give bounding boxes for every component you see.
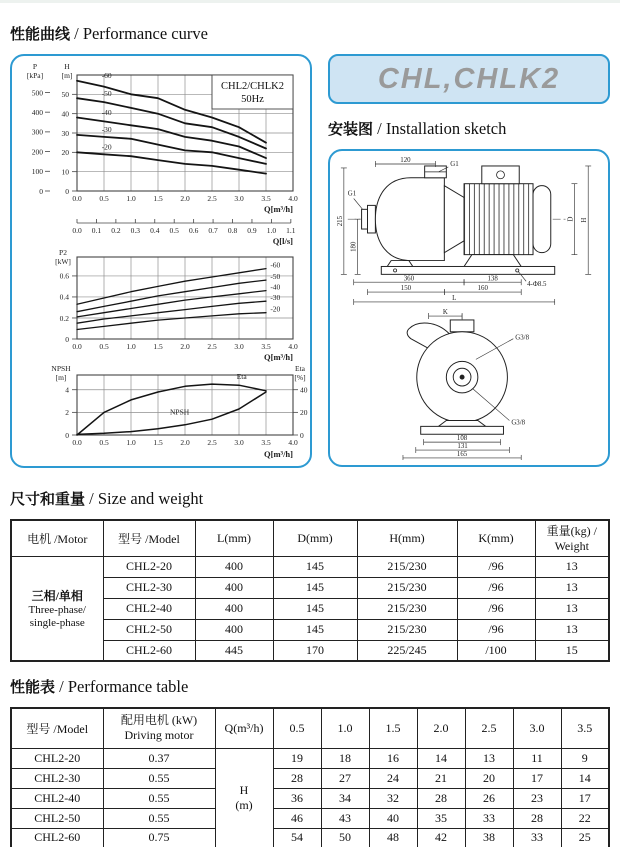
driving-motor-en: Driving motor: [124, 728, 194, 743]
svg-text:0.5: 0.5: [99, 438, 109, 447]
svg-text:0: 0: [65, 186, 69, 196]
svg-text:100: 100: [31, 167, 43, 177]
cell-D: 145: [273, 598, 357, 619]
svg-text:10: 10: [61, 167, 69, 177]
dim-label: 131: [457, 443, 468, 451]
cell-K: /100: [457, 640, 535, 661]
svg-text:3.5: 3.5: [261, 342, 271, 351]
heading-zh: 安装图: [328, 121, 374, 138]
cell-weight: 13: [535, 556, 609, 577]
cell-h: 36: [273, 788, 321, 808]
svg-text:1.0: 1.0: [126, 438, 136, 447]
lantern: [444, 186, 464, 253]
svg-text:4: 4: [65, 385, 69, 395]
cell-K: /96: [457, 598, 535, 619]
cell-H: 215/230: [357, 619, 457, 640]
svg-text:4.0: 4.0: [288, 342, 298, 351]
svg-text:0.5: 0.5: [99, 194, 109, 203]
svg-text:0.5: 0.5: [99, 342, 109, 351]
svg-text:-40: -40: [101, 107, 112, 117]
dim-label: 108: [456, 435, 468, 443]
cell-h: 25: [561, 828, 609, 847]
table-row: [11, 556, 609, 577]
heading-separator: /: [70, 24, 83, 43]
motor-type-en1: Three-phase/: [28, 604, 86, 617]
svg-text:0.6: 0.6: [59, 271, 69, 281]
cell-weight: 13: [535, 598, 609, 619]
thread-label: 4-Φ8.5: [527, 281, 547, 289]
svg-text:50Hz: 50Hz: [241, 94, 264, 105]
cell-L: 400: [195, 598, 273, 619]
heading-separator: /: [373, 119, 386, 138]
power-chart: [13, 247, 309, 363]
svg-text:3.0: 3.0: [234, 438, 244, 447]
cell-h: 33: [465, 808, 513, 828]
svg-text:0.6: 0.6: [188, 226, 199, 235]
svg-text:0: 0: [300, 430, 304, 440]
cell-h: 28: [417, 788, 465, 808]
svg-text:4.0: 4.0: [288, 438, 298, 447]
svg-text:1.1: 1.1: [286, 226, 296, 235]
dim-label: 120: [400, 157, 411, 165]
svg-text:NPSH: NPSH: [170, 407, 190, 417]
heading-en: Installation sketch: [385, 119, 507, 138]
cell-model: CHL2-20: [11, 748, 103, 768]
svg-text:300: 300: [31, 127, 43, 137]
col-header-weight: 重量(kg) / Weight: [535, 520, 609, 556]
svg-text:[%]: [%]: [294, 373, 306, 382]
table-row: [11, 748, 609, 768]
col-header-D: D(mm): [273, 520, 357, 556]
cell-D: 170: [273, 640, 357, 661]
cell-model: CHL2-40: [103, 598, 195, 619]
cell-h: 17: [513, 768, 561, 788]
page-top-divider: [0, 0, 620, 3]
cell-model: CHL2-30: [103, 577, 195, 598]
cell-model: CHL2-30: [11, 768, 103, 788]
cell-model: CHL2-50: [11, 808, 103, 828]
heading-zh: 性能表: [10, 679, 56, 696]
heading-performance-curve: [10, 23, 610, 46]
svg-text:3.5: 3.5: [261, 194, 271, 203]
svg-text:Eta: Eta: [295, 364, 305, 373]
svg-text:1.0: 1.0: [126, 194, 136, 203]
size-weight-table: [10, 519, 610, 662]
head-unit: (m): [235, 797, 253, 812]
cell-h: 38: [465, 828, 513, 847]
svg-text:NPSH: NPSH: [51, 364, 71, 373]
cell-h: 13: [465, 748, 513, 768]
cell-h: 26: [465, 788, 513, 808]
svg-text:0.4: 0.4: [59, 292, 69, 302]
col-header-motor: 电机 /Motor: [11, 520, 103, 556]
svg-text:H: H: [64, 62, 70, 71]
dim-label: 215: [336, 215, 344, 227]
cell-h: 19: [273, 748, 321, 768]
head-flow-chart: [13, 61, 309, 247]
cell-kw: 0.55: [103, 808, 215, 828]
col-header-flow: Q(m³/h): [215, 708, 273, 748]
svg-text:0.0: 0.0: [72, 194, 82, 203]
cell-h: 11: [513, 748, 561, 768]
cell-weight: 15: [535, 640, 609, 661]
svg-text:3.0: 3.0: [234, 194, 244, 203]
table-row: [11, 828, 609, 847]
motor-type-zh: 三相/单相: [31, 589, 83, 604]
dim-label: 165: [456, 450, 468, 458]
col-header-q5: 2.5: [465, 708, 513, 748]
cell-model: CHL2-40: [11, 788, 103, 808]
svg-text:[kPa]: [kPa]: [26, 71, 44, 80]
cell-model: CHL2-60: [11, 828, 103, 847]
cell-weight: 13: [535, 619, 609, 640]
col-header-K: K(mm): [457, 520, 535, 556]
cell-h: 9: [561, 748, 609, 768]
dim-label: H: [581, 217, 589, 223]
svg-text:2.5: 2.5: [207, 438, 217, 447]
svg-text:CHL2/CHLK2: CHL2/CHLK2: [221, 81, 284, 92]
base-plate: [381, 266, 554, 274]
thread-label: G1: [347, 190, 357, 198]
inlet-flange: [368, 205, 376, 233]
dim-label: 150: [400, 285, 412, 293]
col-header-q7: 3.5: [561, 708, 609, 748]
cell-h: 34: [321, 788, 369, 808]
svg-text:0.2: 0.2: [111, 226, 121, 235]
svg-text:2.0: 2.0: [180, 342, 190, 351]
svg-text:3.0: 3.0: [234, 342, 244, 351]
driving-motor-zh: 配用电机 (kW): [120, 713, 198, 728]
svg-text:P2: P2: [59, 248, 67, 257]
cell-h: 14: [417, 748, 465, 768]
svg-text:Q[l/s]: Q[l/s]: [272, 236, 293, 246]
svg-text:-60: -60: [101, 71, 112, 81]
npsh-eta-chart: [13, 363, 309, 461]
svg-text:[m]: [m]: [55, 373, 67, 382]
svg-text:[m]: [m]: [61, 71, 73, 80]
svg-text:Q[m³/h]: Q[m³/h]: [264, 204, 293, 214]
svg-text:40: 40: [300, 385, 308, 395]
cell-L: 400: [195, 556, 273, 577]
svg-text:0.1: 0.1: [91, 226, 102, 235]
svg-text:4.0: 4.0: [288, 194, 298, 203]
cell-h: 40: [369, 808, 417, 828]
inlet-pipe: [362, 209, 368, 229]
svg-text:1.5: 1.5: [153, 194, 163, 203]
heading-size-weight: [10, 488, 610, 511]
cell-h: 50: [321, 828, 369, 847]
cell-h: 33: [513, 828, 561, 847]
terminal-box: [482, 166, 519, 184]
dim-label: 180: [350, 241, 358, 252]
cell-h: 54: [273, 828, 321, 847]
cell-model: CHL2-60: [103, 640, 195, 661]
cell-H: 215/230: [357, 598, 457, 619]
cell-h: 28: [273, 768, 321, 788]
svg-text:1.0: 1.0: [126, 342, 136, 351]
svg-text:-30: -30: [101, 125, 112, 135]
svg-text:500: 500: [31, 88, 43, 98]
svg-text:2.0: 2.0: [180, 194, 190, 203]
cell-h: 22: [561, 808, 609, 828]
cell-h: 18: [321, 748, 369, 768]
performance-table: [10, 707, 610, 847]
svg-text:2.5: 2.5: [207, 194, 217, 203]
head-unit-cell: [215, 748, 273, 847]
svg-text:P: P: [32, 62, 38, 71]
svg-text:0: 0: [65, 430, 69, 440]
cell-h: 21: [417, 768, 465, 788]
cell-D: 145: [273, 556, 357, 577]
cell-h: 17: [561, 788, 609, 808]
svg-text:[kW]: [kW]: [55, 257, 71, 266]
svg-text:50: 50: [61, 90, 69, 100]
thread-label: G1: [450, 160, 459, 168]
thread-label: G3/8: [515, 334, 530, 342]
dim-label: L: [452, 294, 457, 302]
installation-sketch-panel: [328, 149, 610, 467]
right-column: [328, 54, 610, 467]
dim-label: 160: [477, 285, 488, 293]
cell-h: 35: [417, 808, 465, 828]
dim-label: D: [567, 216, 575, 222]
heading-performance-table: [10, 676, 610, 699]
svg-text:0.7: 0.7: [208, 226, 218, 235]
header-row: [11, 708, 609, 748]
svg-text:0.8: 0.8: [227, 226, 238, 235]
pump-side-view-drawing: [334, 156, 602, 306]
cell-L: 400: [195, 619, 273, 640]
svg-text:Eta: Eta: [236, 371, 247, 381]
table-row: [11, 788, 609, 808]
header-row: [11, 520, 609, 556]
motor-group-cell: [11, 556, 103, 661]
cell-L: 445: [195, 640, 273, 661]
table-row: [11, 768, 609, 788]
shaft-center: [460, 375, 465, 380]
cell-h: 23: [513, 788, 561, 808]
cell-H: 215/230: [357, 577, 457, 598]
heading-installation-sketch: [328, 118, 610, 141]
svg-text:0.9: 0.9: [247, 226, 257, 235]
col-header-q6: 3.0: [513, 708, 561, 748]
col-header-q4: 2.0: [417, 708, 465, 748]
col-header-driving-motor: [103, 708, 215, 748]
svg-text:20: 20: [61, 148, 69, 158]
cell-h: 43: [321, 808, 369, 828]
cell-h: 46: [273, 808, 321, 828]
svg-text:40: 40: [61, 109, 69, 119]
table-row: [11, 808, 609, 828]
cell-h: 24: [369, 768, 417, 788]
svg-text:2: 2: [65, 408, 69, 418]
svg-text:2.5: 2.5: [207, 342, 217, 351]
motor-type-en2: single-phase: [29, 616, 85, 629]
cell-L: 400: [195, 577, 273, 598]
svg-text:0: 0: [39, 186, 43, 196]
performance-curve-panel: [10, 54, 312, 468]
col-header-H: H(mm): [357, 520, 457, 556]
col-header-q2: 1.0: [321, 708, 369, 748]
cell-H: 225/245: [357, 640, 457, 661]
cell-kw: 0.75: [103, 828, 215, 847]
svg-text:1.0: 1.0: [266, 226, 277, 235]
dim-label: 138: [487, 275, 498, 283]
cell-model: CHL2-20: [103, 556, 195, 577]
pump-front-view-drawing: [334, 308, 602, 460]
svg-text:-20: -20: [101, 142, 112, 152]
svg-text:0.3: 0.3: [130, 226, 141, 235]
svg-text:-50: -50: [101, 88, 112, 98]
col-header-model: 型号 /Model: [103, 520, 195, 556]
svg-text:0.5: 0.5: [169, 226, 179, 235]
svg-text:3.5: 3.5: [261, 438, 271, 447]
dim-label: K: [442, 309, 448, 317]
cell-h: 42: [417, 828, 465, 847]
motor-end-cap: [533, 186, 551, 253]
motor-body: [464, 184, 533, 255]
svg-text:0.2: 0.2: [59, 313, 69, 323]
rear-support: [464, 255, 521, 267]
svg-text:-50: -50: [270, 272, 281, 282]
svg-text:2.0: 2.0: [180, 438, 190, 447]
col-header-model: 型号 /Model: [11, 708, 103, 748]
head-symbol: H: [239, 782, 249, 797]
svg-text:Q[m³/h]: Q[m³/h]: [264, 449, 293, 459]
svg-text:0.0: 0.0: [72, 342, 82, 351]
svg-text:0.0: 0.0: [72, 438, 82, 447]
svg-text:1.5: 1.5: [153, 342, 163, 351]
svg-text:0.0: 0.0: [72, 226, 82, 235]
cell-K: /96: [457, 556, 535, 577]
svg-text:30: 30: [61, 128, 69, 138]
cell-h: 20: [465, 768, 513, 788]
svg-text:-20: -20: [270, 304, 281, 314]
svg-text:1.5: 1.5: [153, 438, 163, 447]
cell-K: /96: [457, 619, 535, 640]
top-port: [450, 320, 474, 332]
pump-body: [375, 178, 444, 261]
cell-K: /96: [457, 577, 535, 598]
cell-D: 145: [273, 619, 357, 640]
heading-en: Performance table: [67, 677, 189, 696]
thread-label: G3/8: [511, 419, 526, 427]
heading-zh: 性能曲线: [10, 26, 71, 43]
cell-h: 14: [561, 768, 609, 788]
svg-text:-30: -30: [270, 293, 281, 303]
cell-h: 27: [321, 768, 369, 788]
col-header-q3: 1.5: [369, 708, 417, 748]
dim-label: 360: [403, 275, 415, 283]
col-header-q1: 0.5: [273, 708, 321, 748]
cell-D: 145: [273, 577, 357, 598]
heading-separator: /: [85, 489, 98, 508]
model-banner: [328, 54, 610, 104]
heading-zh: 尺寸和重量: [10, 491, 86, 508]
svg-text:400: 400: [31, 107, 43, 117]
svg-text:0.4: 0.4: [150, 226, 160, 235]
heading-en: Performance curve: [82, 24, 208, 43]
foot: [438, 420, 485, 426]
cell-kw: 0.37: [103, 748, 215, 768]
cell-model: CHL2-50: [103, 619, 195, 640]
heading-separator: /: [55, 677, 68, 696]
svg-text:20: 20: [300, 408, 308, 418]
top-section: [10, 54, 610, 468]
col-header-L: L(mm): [195, 520, 273, 556]
cell-kw: 0.55: [103, 768, 215, 788]
front-foot: [387, 261, 413, 267]
cell-kw: 0.55: [103, 788, 215, 808]
svg-text:Q[m³/h]: Q[m³/h]: [264, 352, 293, 362]
cell-h: 28: [513, 808, 561, 828]
svg-text:-40: -40: [270, 282, 281, 292]
svg-text:0: 0: [65, 334, 69, 344]
cell-H: 215/230: [357, 556, 457, 577]
cell-h: 48: [369, 828, 417, 847]
heading-en: Size and weight: [97, 489, 204, 508]
cell-weight: 13: [535, 577, 609, 598]
svg-text:-60: -60: [270, 260, 281, 270]
svg-text:200: 200: [31, 147, 43, 157]
cell-h: 32: [369, 788, 417, 808]
base-plate: [421, 426, 504, 434]
cell-h: 16: [369, 748, 417, 768]
model-banner-text: CHL,CHLK2: [377, 62, 561, 95]
